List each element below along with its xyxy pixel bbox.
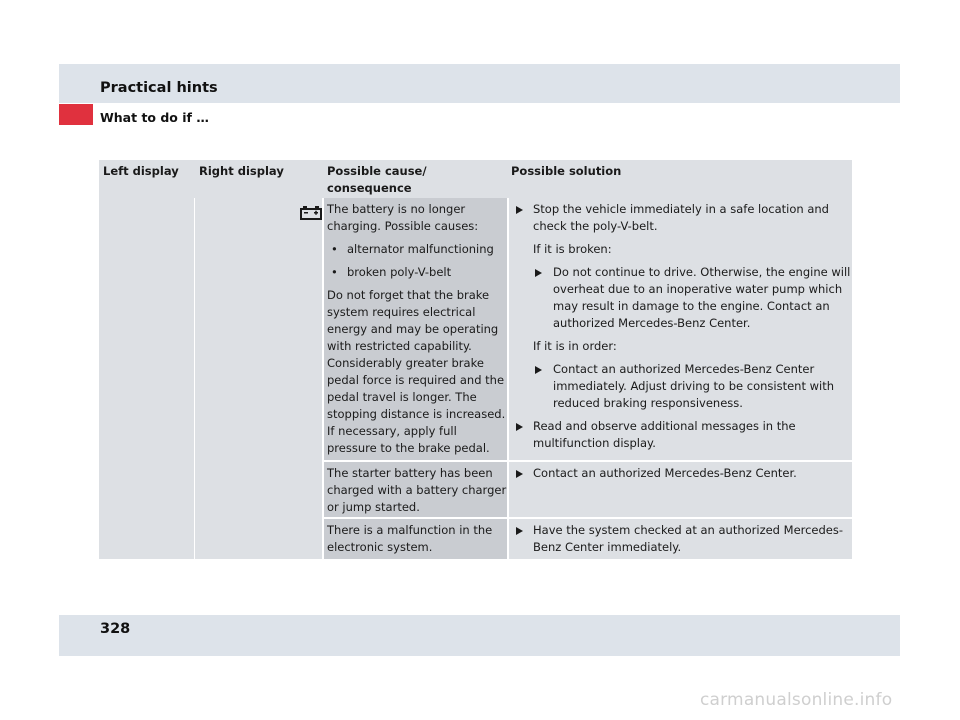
arrow-icon [535, 269, 542, 277]
solution-cell [509, 462, 852, 517]
solution-step: Stop the vehicle immediately in a safe location and check the poly-V-belt. [513, 201, 852, 235]
cause-bullet: • broken poly-V-belt [331, 265, 452, 279]
battery-icon [299, 205, 323, 221]
arrow-icon [516, 470, 523, 478]
solution-cell [509, 519, 852, 559]
arrow-icon [535, 366, 542, 374]
column-header-right-display: Right display [199, 164, 284, 178]
solution-condition: If it is broken: [533, 242, 612, 256]
arrow-icon [516, 423, 523, 431]
watermark-text: carmanualsonline.info [700, 690, 893, 710]
cause-text: The battery is no longer charging. Possible causes: [327, 202, 479, 233]
left-display-cell [99, 198, 194, 559]
cause-note: Do not forget that the brake system requires electrical energy and may be operating with restricted capability. Considerably greater brake pedal force is required and the pedal travel is longer. The stopping distance is increased. If necessary, apply full pressure to the brake pedal. [327, 288, 506, 455]
cause-cell: The starter battery has been charged with a battery charger or jump started. [324, 462, 507, 517]
cause-cell [324, 198, 507, 460]
arrow-icon [516, 206, 523, 214]
column-header-left-display: Left display [103, 164, 179, 178]
table-header [99, 160, 852, 198]
column-header-possible-solution: Possible solution [511, 164, 622, 178]
solution-step: Have the system checked at an authorized Mercedes-Benz Center immediately. [513, 522, 852, 556]
solution-substep: Contact an authorized Mercedes-Benz Center immediately. Adjust driving to be consistent with reduced braking responsiveness. [513, 361, 852, 412]
table-row [324, 519, 852, 559]
arrow-icon [516, 527, 523, 535]
table-row [324, 198, 852, 460]
section-title: Practical hints [100, 80, 218, 96]
right-display-cell [195, 198, 322, 559]
column-header-possible-cause: Possible cause/ consequence [327, 164, 427, 195]
solution-step: Read and observe additional messages in the multifunction display. [513, 418, 852, 452]
section-marker [59, 104, 93, 125]
page-number: 328 [100, 621, 131, 637]
solution-step: Contact an authorized Mercedes-Benz Center. [513, 465, 852, 482]
solution-cell [509, 198, 852, 460]
troubleshooting-table [99, 160, 852, 554]
table-row [324, 462, 852, 517]
footer-band [59, 615, 900, 656]
solution-condition: If it is in order: [533, 339, 617, 353]
solution-substep: Do not continue to drive. Otherwise, the engine will overheat due to an inoperative water pump which may result in damage to the engine. Contact an authorized Mercedes-Benz Center. [513, 264, 852, 332]
page-subtitle: What to do if … [100, 110, 209, 125]
cause-cell: There is a malfunction in the electronic system. [324, 519, 507, 559]
cause-bullet: • alternator malfunctioning [331, 242, 494, 256]
